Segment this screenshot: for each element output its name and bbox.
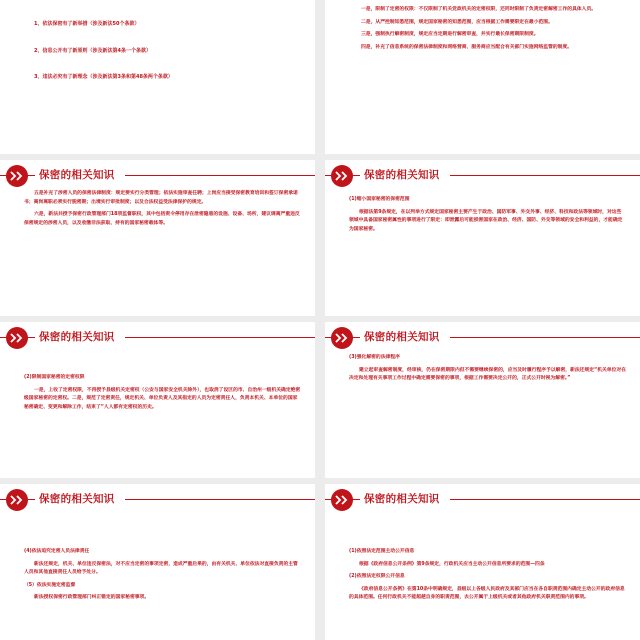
chevron-badge-icon (6, 489, 28, 511)
paragraph: 五是补充了涉密人员的保密法律制度：规定要实行分类管理；依法实施审查任聘；上岗应当接受保密教育培训和签订保密承诺书；离岗离职必须实行脱密期；出境实行审批制度；以及合法权益受法律保护的规定。 (24, 191, 298, 205)
paragraph: 《政府信息公开条例》在第10条中明确规定，县级以上各级人民政府及其部门应当在各自职责范围内确定主动公开的政府信息的具体范围。任何行政机关不能超越自身的职责范围，去公开属于上级机关或者其他政府机关职责范围内的事项。 (349, 586, 625, 601)
subtitle: (1)缩小国家秘密的保密范围 (349, 197, 410, 202)
paragraph: 新法还规定，机关、单位违反保密法，对不应当定密的事项定密，造成严重后果的，由有关机关、单位依法对直接负责的主管人员和其他直接责任人员给予处分。 (24, 561, 298, 576)
slide-2-left (0, 160, 315, 316)
slide-top-left (0, 0, 315, 154)
slide-header (0, 322, 315, 358)
paragraph: 根据法第9条规定，在以列举方式规定国家秘密主要产生于政治、国防军事、外交外事、经济、科技和政法等领域时，对这些领域中具备国家秘密属性的事项进行了限定：即泄露后可能损害国家在政治、经济、国防、外交等领域的安全和利益的，才能确定为国家秘密。 (349, 209, 623, 232)
slide-header (325, 484, 640, 520)
slide-title: 保密的相关知识 (360, 324, 450, 350)
paragraph: 一是，上收了定密权限，不再授予县级机关定密权（公安与国家安全机关除外），也取消了设区的市、自治州一级机关确定绝密级国家秘密的定密权。二是，规范了定密责任，规定机关、单位负责人及其指定的人员为定密责任人，负责本机关、本单位的国家秘密确定、变更和解除工作，结束了“人人都有定密权的历史。 (24, 387, 301, 410)
subtitle: （5）依法实施定密监督 (24, 582, 76, 588)
subtitle: (2)依照法定权限公开信息 (349, 574, 405, 580)
slide-title: 保密的相关知识 (35, 486, 125, 512)
paragraph: 根据《政府信息公开条例》第9条规定，行政机关应当主动公开信息所要求的范围—四条 (359, 561, 545, 567)
paragraph: 建立起审查解密制度，经审核，仍在保密期限内但不需要继续保密的，应当及时履行程序予以解密，新法还规定“机关单位对在决定和处理有关事项工作过程中确定需要保密的事项，根据工作需要决定公开的，正式公开时视为解密。” (349, 367, 626, 382)
slide-body (349, 196, 626, 238)
slide-3-right (325, 322, 640, 478)
chevron-badge-icon (6, 165, 28, 187)
slide-header (325, 160, 640, 196)
paragraph: 三是，强制执行解密制度，规定应当定期进行解密审查，并实行最长保密期限制度。 (361, 32, 539, 38)
slide-title: 保密的相关知识 (360, 486, 450, 512)
slide-body (24, 374, 301, 416)
chevron-badge-icon (331, 327, 353, 349)
slide-body (34, 20, 301, 100)
slide-body (24, 548, 301, 607)
slide-body (24, 190, 301, 232)
paragraph: 六是，新法共授予保密行政管理部门18项监督职权，其中包括责令停用存在泄密隐患的设施、设备、场所，建议调离严重违反保密规定的涉密人员，以及收缴非法获取、持有的国家秘密载体等。 (24, 212, 300, 226)
slide-body (351, 6, 626, 56)
slide-title: 保密的相关知识 (35, 162, 125, 188)
subtitle: (1)依照法定范围主动公开信息 (349, 549, 415, 554)
paragraph: 二是，从严控制知悉范围，规定国家秘密的知悉范围，应当根据工作需要限定在最小范围。 (361, 19, 553, 25)
slide-2-right (325, 160, 640, 316)
slide-body (349, 354, 626, 388)
slide-header (0, 484, 315, 520)
slide-header (325, 322, 640, 358)
chevron-badge-icon (331, 165, 353, 187)
slide-title: 保密的相关知识 (360, 162, 450, 188)
subtitle: (2)限制国家秘密的定密权限 (24, 375, 85, 380)
subtitle: (4)依法追究定密人员法律责任 (24, 549, 90, 554)
slide-top-right (325, 0, 640, 154)
chevron-badge-icon (6, 327, 28, 349)
list-item: 3、违法必究有了新理念（涉及新法第3条和第48条两个条款） (34, 74, 173, 81)
slide-4-left (0, 484, 315, 640)
chevron-badge-icon (331, 489, 353, 511)
slide-3-left (0, 322, 315, 478)
slide-4-right (325, 484, 640, 640)
slide-title: 保密的相关知识 (35, 324, 125, 350)
list-item: 2、信息公开有了新原则（涉及新法第4条一个条款） (34, 47, 151, 54)
subtitle: (3)强化解密的法律程序 (349, 355, 400, 360)
list-item: 1、依法保密有了新举措（涉及新法50个条款） (34, 21, 140, 27)
paragraph: 四是，补充了信息系统的保密法律制度和网络营商、服务商应当配合有关部门实施网络监管的制度。 (361, 44, 573, 50)
slide-body (349, 548, 626, 607)
paragraph: 新法授权保密行政管理部门纠正错定的国家秘密事项。 (34, 595, 150, 601)
paragraph: 一是，限制了定密的权限：不仅限制了机关党政机关的定密权限，还同时限制了负责定密解密工作的具体人员。 (361, 7, 597, 12)
